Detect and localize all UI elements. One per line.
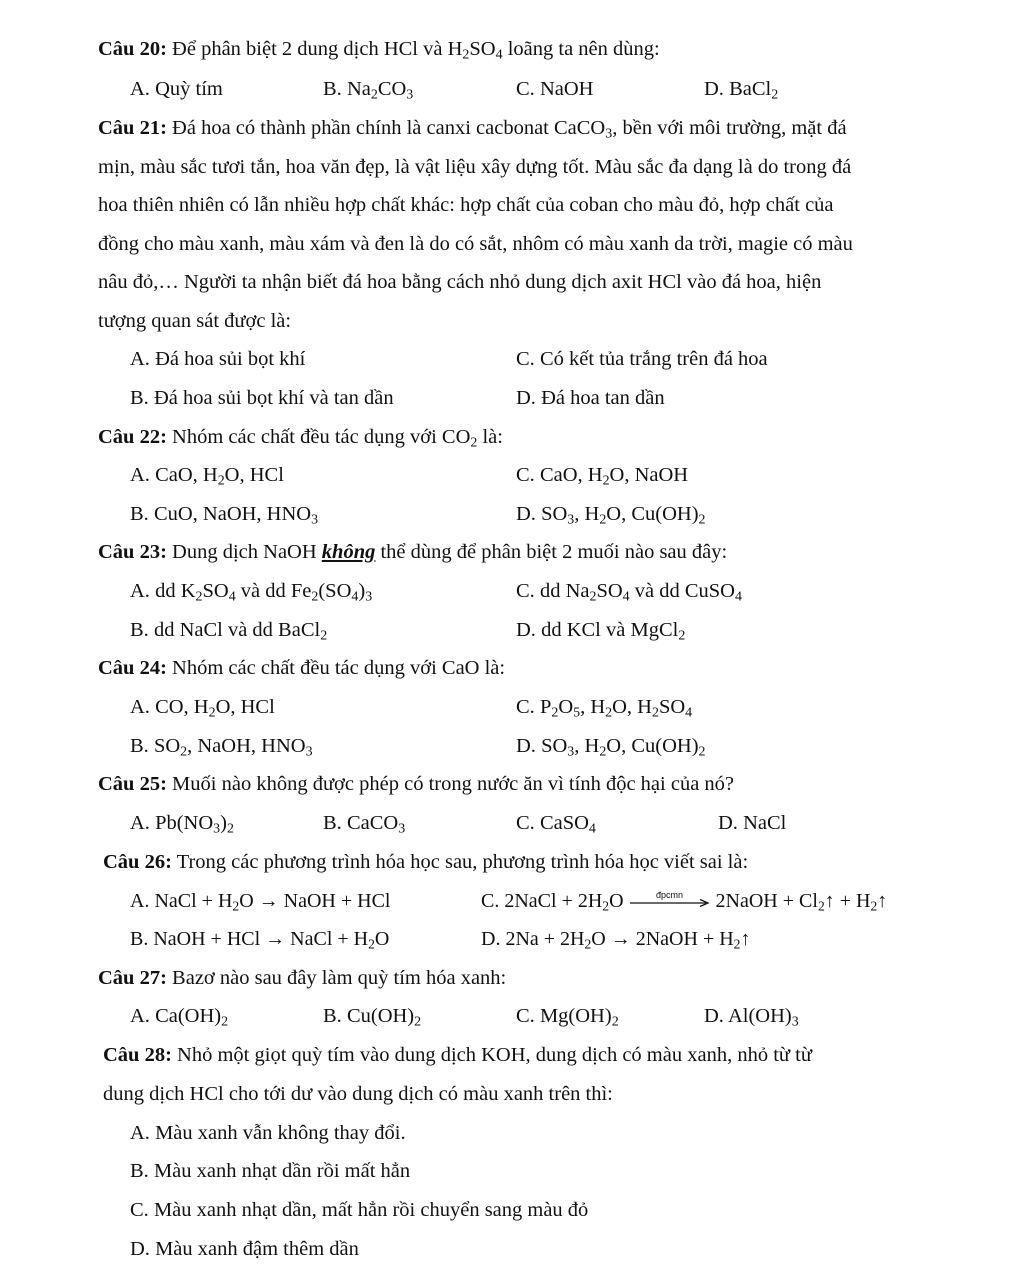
q28-option-c: C. Màu xanh nhạt dần, mất hẳn rồi chuyển sang màu đỏ <box>130 1199 589 1221</box>
q25-option-b: B. CaCO$_3$ <box>323 812 406 837</box>
question-28-line: dung dịch HCl cho tới dư vào dung dịch có màu xanh trên thì: <box>103 1083 613 1105</box>
reaction-arrow <box>628 890 712 914</box>
q27-option-b: B. $Cu(OH)_2$ <box>323 1005 422 1030</box>
q25-option-c: C. CaSO$_4$ <box>516 812 596 837</box>
q22-option-a: A. CaO, $H_2O$, HCl <box>130 464 284 489</box>
q28-option-a: A. Màu xanh vẫn không thay đổi. <box>130 1122 406 1144</box>
question-label: Câu 23: <box>98 541 167 563</box>
q26-option-b: B. NaOH + HCl → NaCl + $H_2O$ <box>130 928 390 952</box>
question-21-line: mịn, màu sắc tươi tắn, hoa văn đẹp, là vật liệu xây dựng tốt. Màu sắc đa dạng là do trong đá <box>98 156 852 178</box>
q23-option-b: B. dd NaCl và dd BaCl$_2$ <box>130 619 328 644</box>
question-21-line: nâu đỏ,… Người ta nhận biết đá hoa bằng cách nhỏ dung dịch axit HCl vào đá hoa, hiện <box>98 271 822 293</box>
q26-option-c: C. 2NaCl + $2H_2O$ đpcmn 2NaOH + $Cl_2↑$ + $H_2↑$ <box>481 889 887 914</box>
question-label: Câu 27: <box>98 967 167 989</box>
question-label: Câu 26: <box>103 851 172 873</box>
q28-option-b: B. Màu xanh nhạt dần rồi mất hẳn <box>130 1160 411 1182</box>
question-25: Câu 25: Muối nào không được phép có trong nước ăn vì tính độc hại của nó? <box>98 773 735 795</box>
q25-option-a: A. $Pb(NO_3)_2$ <box>130 812 234 837</box>
question-21-line: hoa thiên nhiên có lẫn nhiều hợp chất khác: hợp chất của coban cho màu đỏ, hợp chất của <box>98 194 834 216</box>
question-21: Câu 21: Đá hoa có thành phần chính là canxi cacbonat CaCO$_3$, bền với môi trường, mặt đá <box>98 117 847 142</box>
q22-option-b: B. CuO, NaOH, $HNO_3$ <box>130 503 319 528</box>
q23-option-c: C. dd $Na_2SO_4$ và dd CuSO$_4$ <box>516 580 742 605</box>
q27-option-d: D. $Al(OH)_3$ <box>704 1005 799 1030</box>
q24-option-c: C. $P_2O_5$, $H_2O$, $H_2SO_4$ <box>516 696 693 721</box>
q26-option-d: D. $2Na + 2H_2O$ → 2NaOH + $H_2↑$ <box>481 928 751 952</box>
q24-option-b: B. $SO_2$, NaOH, $HNO_3$ <box>130 735 313 760</box>
question-label: Câu 28: <box>103 1044 172 1066</box>
q23-option-d: D. dd KCl và MgCl$_2$ <box>516 619 686 644</box>
q23-option-a: A. dd $K_2SO_4$ và dd $Fe_2(SO_4)_3$ <box>130 580 373 605</box>
q20-option-c: C. NaOH <box>516 78 594 100</box>
q27-option-a: A. $Ca(OH)_2$ <box>130 1005 229 1030</box>
question-21-line: đồng cho màu xanh, màu xám và đen là do có sắt, nhôm có màu xanh da trời, magie có màu <box>98 233 853 255</box>
q26-option-a: A. NaCl + $H_2O$ → NaOH + HCl <box>130 890 391 914</box>
q21-option-d: D. Đá hoa tan dần <box>516 387 665 409</box>
question-label: Câu 22: <box>98 426 167 448</box>
emphasis-word: không <box>321 541 376 563</box>
q25-option-d: D. NaCl <box>718 812 787 834</box>
electrolysis-condition: đpcmn <box>656 890 684 901</box>
question-23: Câu 23: Dung dịch NaOH không thể dùng để phân biệt 2 muối nào sau đây: <box>98 541 728 563</box>
question-27: Câu 27: Bazơ nào sau đây làm quỳ tím hóa xanh: <box>98 967 507 989</box>
question-21-line: tượng quan sát được là: <box>98 310 292 332</box>
q21-option-b: B. Đá hoa sủi bọt khí và tan dần <box>130 387 394 409</box>
question-label: Câu 20: <box>98 38 167 60</box>
question-22: Câu 22: Nhóm các chất đều tác dụng với $CO_2$ là: <box>98 426 503 451</box>
question-20: Câu 20: Để phân biệt 2 dung dịch HCl và $H_2SO_4$ loãng ta nên dùng: <box>98 38 660 63</box>
question-28: Câu 28: Nhỏ một giọt quỳ tím vào dung dịch KOH, dung dịch có màu xanh, nhỏ từ từ <box>103 1044 812 1066</box>
question-label: Câu 25: <box>98 773 167 795</box>
q22-option-c: C. CaO, $H_2O$, NaOH <box>516 464 689 489</box>
q28-option-d: D. Màu xanh đậm thêm dần <box>130 1238 359 1260</box>
question-24: Câu 24: Nhóm các chất đều tác dụng với CaO là: <box>98 657 506 679</box>
right-arrow-icon <box>628 899 712 907</box>
question-26: Câu 26: Trong các phương trình hóa học sau, phương trình hóa học viết sai là: <box>103 851 749 873</box>
q24-option-a: A. CO, $H_2O$, HCl <box>130 696 275 721</box>
q27-option-c: C. $Mg(OH)_2$ <box>516 1005 619 1030</box>
question-label: Câu 24: <box>98 657 167 679</box>
q22-option-d: D. $SO_3$, $H_2O$, $Cu(OH)_2$ <box>516 503 706 528</box>
q21-option-a: A. Đá hoa sủi bọt khí <box>130 348 306 370</box>
q20-option-a: A. Quỳ tím <box>130 78 223 100</box>
question-label: Câu 21: <box>98 117 167 139</box>
q21-option-c: C. Có kết tủa trắng trên đá hoa <box>516 348 768 370</box>
q20-option-d: D. BaCl$_2$ <box>704 78 779 103</box>
q24-option-d: D. $SO_3$, $H_2O$, $Cu(OH)_2$ <box>516 735 706 760</box>
q20-option-b: B. $Na_2CO_3$ <box>323 78 414 103</box>
